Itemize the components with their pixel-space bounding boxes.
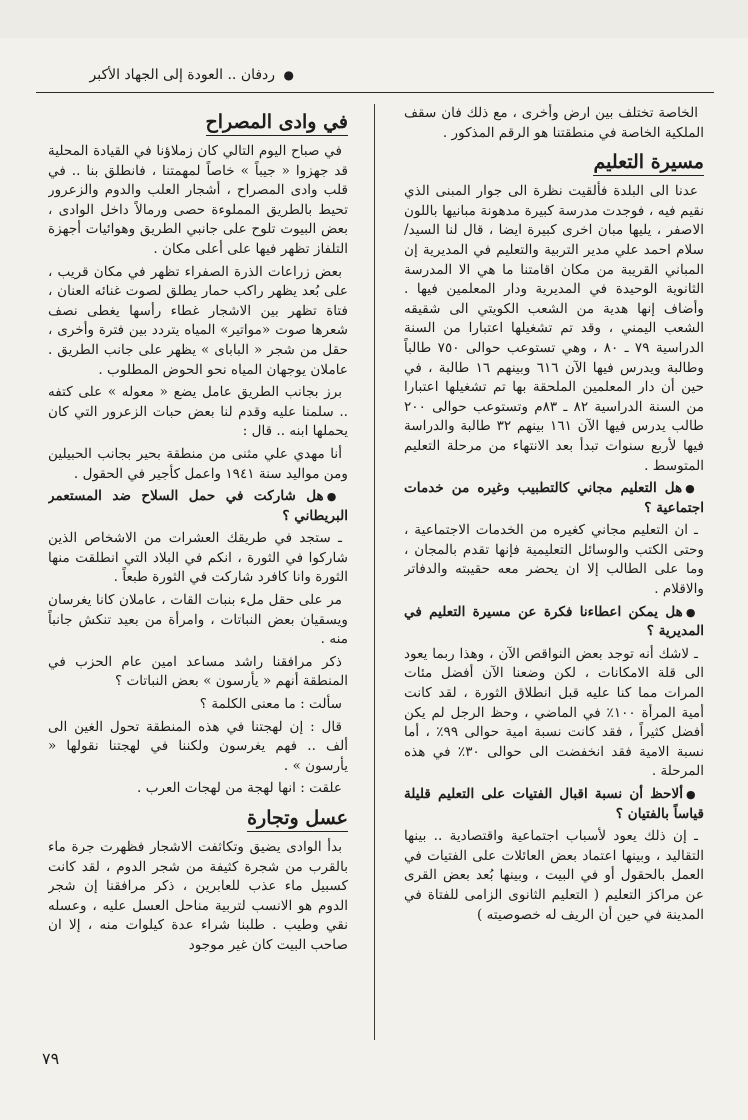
paragraph: ذكر مرافقنا راشد مساعد امين عام الحزب في المنطقة أنهم « يأرسون » بعض النباتات ؟ [48, 653, 348, 690]
right-column [404, 104, 704, 1040]
paragraph: بعض زراعات الذرة الصفراء تظهر في مكان قريب ، على بُعد يظهر راكب حمار يطلق لصوت غنائه العنان ، فتاة تظهر بين الاشجار غطاء رأسها يغطى نصف شعرها صوت «مواتير» المياه يتردد بين فترة وأخرى ، حقل من شجر « البابای » يظهر على جانب الطريق . عاملان يوجهان المياه نحو الحوض المطلوب . [48, 263, 348, 378]
page-number: ٧٩ [42, 1049, 60, 1068]
section-title-education: مسيرة التعليم [593, 150, 704, 176]
section-heading-wrap [48, 802, 348, 838]
section-title-honey: عسل وتجارة [247, 806, 348, 832]
answer: ـ إن ذلك يعود لأسباب اجتماعية واقتصادية .. بينها التقاليد ، وبينها اعتماد بعض العائلات على الفتيات في العمل بالحقول أو في البيت ، وبينها بُعد بعض القرى عن مراكز التعليم ( التعليم الثانوى الزامى للفتاة في المدينة في حين أن الريف له خصوصيته ) [404, 828, 704, 923]
question-bullet-icon: ● [326, 490, 342, 504]
page-top-bar [0, 0, 748, 38]
question [404, 603, 704, 642]
question [48, 487, 348, 526]
paragraph: في صباح اليوم التالي كان زملاؤنا في القيادة المحلية قد جهزوا « جيباً » خاصاً لمهمتنا ، فانطلق بنا .. في قلب وادى المصراح ، أشجار العلب والدوم والزعرور تحيط بالطريق المملوءة حصى ورمالاً داخل الوادى ، بعض البيوت تلوح على جانبي الطريق وهوائيات أجهزة التلفاز تظهر فيها على أعلى مكان . [48, 143, 348, 257]
question [404, 479, 704, 518]
question-bullet-icon: ● [685, 482, 698, 496]
question-text: ألاحظ أن نسبة اقبال الفتيات على التعليم قليلة قياساً بالفتيان ؟ [404, 786, 704, 822]
section-heading-wrap [48, 106, 348, 142]
paragraph: مر على حقل ملء بنبات القات ، عاملان كانا يغرسان ويسقيان بعض النباتات ، وامرأة من بعيد تنكش جانباً منه . [48, 592, 348, 648]
header-rule [36, 92, 714, 93]
paragraph: برز بجانب الطريق عامل يضع « معوله » على كتفه .. سلمنا عليه وقدم لنا بعض حبات الزعرور التي كان يحملها ابنه .. قال : [48, 384, 348, 440]
question-text: هل شاركت في حمل السلاح ضد المستعمر البريطاني ؟ [48, 488, 348, 524]
paragraph: أنا مهدي علي مثنى من منطقة بحير بجانب الحبيلين ومن مواليد سنة ١٩٤١ واعمل كأجير في الحقول . [48, 445, 348, 482]
paragraph: عدنا الى البلدة فألقيت نظرة الى جوار المبنى الذي نقيم فيه ، فوجدت مدرسة كبيرة مدهونة مبانيها باللون الاصفر ، يليها مبان اخرى كبيرة ايضا ، قال لنا السيد/ سلام احمد علي مدير التربية والتعليم في المديرية إن المباني القريبة من مكان اقامتنا ما هي الا المدرسة الثانوية الوحيدة في المديرية ودار المعلمين فيها . وأضاف إنها هدية من الشعب الكويتي الى شقيقه الشعب اليمني ، وقد تم تشغيلها اعتبارا من السنة الدراسية ٧٩ ـ ٨٠ ، وهي تستوعب حوالى ٧٥٠ طالباً وطالبة ويدرس فيها الآن ٦١٦ وبينهم ١٦ طالبة ، في حين أن دار المعلمين الملحقة بها تم تشغيلها اعتبارا من السنة الدراسية ٨٢ ـ ٨٣م وتستوعب حوالى ٢٠٠ طالب يدرس فيها الآن ١٦١ بينهم ٣٢ طالبة والدراسة فيها لأربع سنوات تبدأ بعد الانتهاء من مرحلة التعليم المتوسط . [404, 183, 704, 474]
running-header [54, 66, 294, 84]
header-title: ردفان .. العودة إلى الجهاد الأكبر [89, 67, 276, 83]
question-text: هل التعليم مجاني كالتطبيب وغيره من خدمات اجتماعية ؟ [404, 480, 704, 516]
answer: ـ لاشك أنه توجد بعض النواقص الآن ، وهذا ربما يعود الى قلة الامكانات ، لكن وضعنا الآن أفضل مئات المرات مما كنا عليه قبل انطلاق الثورة ، لقد كانت أمية المرأة ١٠٠٪ في الماضي ، وحظ الرجل لم يكن أفضل كثيراً ، فقد كانت نسبة امية حوالى ٩٩٪ ، أما نسبة الامية فقد انخفضت الى حوالى ٣٠٪ في هذه المرحلة . [404, 645, 704, 780]
paragraph: بدأ الوادى يضيق وتكاثفت الاشجار فظهرت جرة ماء بالقرب من شجرة كثيفة من شجر الدوم ، لقد كانت كسبيل ماء عذب للعابرين ، ذكر مرافقنا إن شجر الدوم هو الانسب لتربية مناحل العسل عليه ، وعسله نقي وطيب . طلبنا شراء عدة كيلوات منه ، إلا ان صاحب البيت كان غير موجود [48, 839, 348, 953]
section-heading-wrap [404, 146, 704, 182]
question-bullet-icon: ● [686, 788, 698, 801]
question-bullet-icon: ● [685, 605, 698, 619]
question-text: هل يمكن اعطاءنا فكرة عن مسيرة التعليم في المديرية ؟ [404, 603, 704, 640]
answer: ـ ان التعليم مجاني كغيره من الخدمات الاجتماعية ، وحتى الكتب والوسائل التعليمية فإنها تقدم بالمجان ، وما على الطالب إلا ان يحضر معه حقيبته والدفاتر والاقلام . [404, 522, 704, 598]
section-title-wadi: في وادى المصراح [206, 110, 349, 136]
header-bullet-icon: ● [283, 68, 294, 82]
paragraph: قال : إن لهجتنا في هذه المنطقة تحول الغين الى ألف .. فهم يغرسون ولكننا في لهجتنا نقولها « يأرسون » . [48, 718, 348, 774]
paragraph: سألت : ما معنى الكلمة ؟ [199, 696, 342, 713]
paragraph: الخاصة تختلف بين ارض وأخرى ، مع ذلك فان سقف الملكية الخاصة في منطقتنا هو الرقم المذكور . [404, 105, 704, 141]
question [404, 785, 704, 824]
left-column [48, 104, 348, 1040]
paragraph: علقت : انها لهجة من لهجات العرب . [137, 780, 342, 797]
answer: ـ ستجد في طريقك العشرات من الاشخاص الذين شاركوا في الثورة ، انكم في البلاد التي انطلقت منها الثورة وانا كافرد شاركت في الثورة طبعاً . [48, 530, 348, 586]
column-divider [374, 104, 375, 1040]
